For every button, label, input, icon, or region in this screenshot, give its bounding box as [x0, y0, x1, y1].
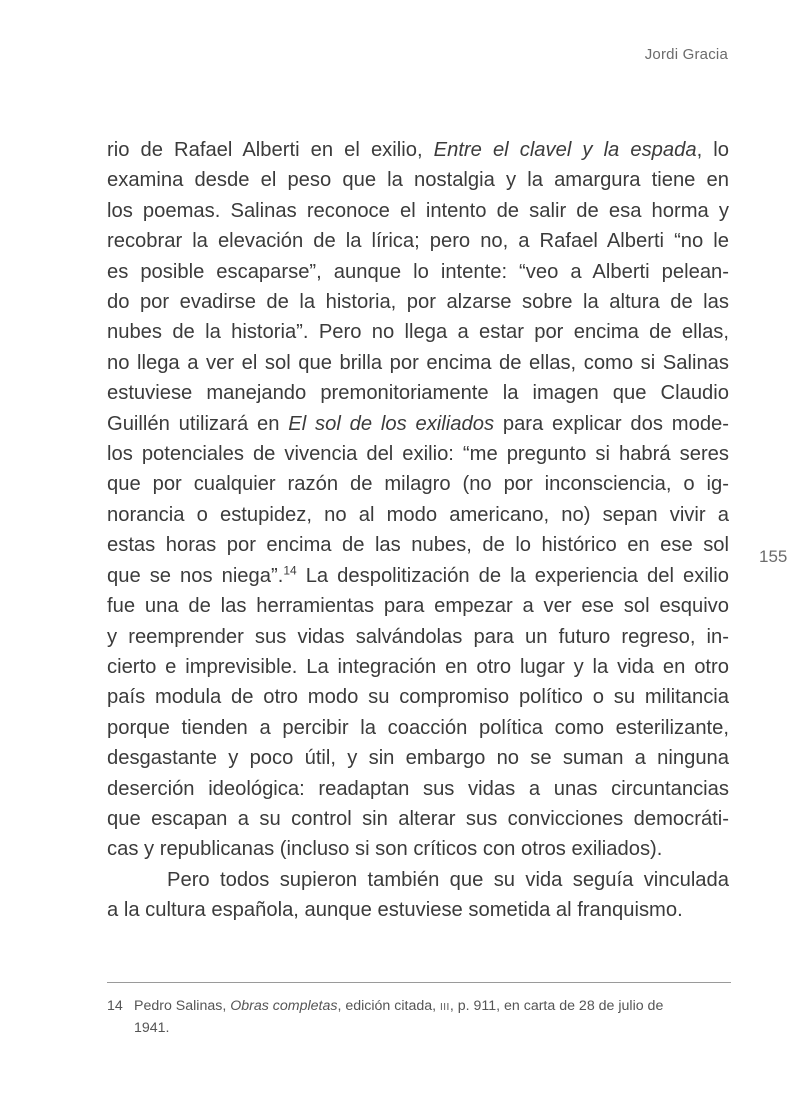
text-line: no llega a ver el sol que brilla por encima de ellas, como si Salinas — [107, 351, 729, 374]
running-head-author: Jordi Gracia — [644, 46, 728, 63]
text-line: que escapan a su control sin alterar sus convicciones democráti- — [107, 807, 729, 830]
text-line: do por evadirse de la historia, por alzarse sobre la altura de las — [107, 291, 729, 314]
page-number: 155 — [759, 547, 788, 566]
text-line: país modula de otro modo su compromiso político o su militancia — [107, 686, 729, 709]
footnote-reference: 14 — [283, 562, 297, 577]
text-line: los poemas. Salinas reconoce el intento de salir de esa horma y — [107, 199, 729, 222]
text-line: Guillén utilizará en El sol de los exiliados para explicar dos mode- — [107, 412, 729, 435]
footnote-number: 14 — [107, 998, 123, 1014]
text-line: que por cualquier razón de milagro (no por inconsciencia, o ig- — [107, 473, 729, 496]
text-line: desgastante y poco útil, y sin embargo no se suman a ninguna — [107, 747, 729, 770]
text-line: y reemprender sus vidas salvándolas para un futuro regreso, in- — [107, 625, 729, 648]
text-line: cas y republicanas (incluso si son críticos con otros exiliados). — [107, 838, 663, 861]
body-text — [107, 135, 729, 926]
book-title: Entre el clavel y la espada — [433, 139, 697, 161]
footnote — [107, 996, 729, 1038]
text-line: cierto e imprevisible. La integración en otro lugar y la vida en otro — [107, 655, 729, 678]
text-line: los potenciales de vivencia del exilio: “me pregunto si habrá seres — [107, 443, 729, 466]
text-line: a la cultura española, aunque estuviese sometida al franquismo. — [107, 899, 683, 922]
text-line: deserción ideológica: readaptan sus vidas a unas circuntancias — [107, 777, 729, 800]
text-line: porque tienden a percibir la coacción política como esterilizante, — [107, 716, 729, 739]
text-line: Pero todos supieron también que su vida seguía vinculada — [167, 868, 729, 891]
text-line: nubes de la historia”. Pero no llega a estar por encima de ellas, — [107, 321, 729, 344]
footnote-divider — [107, 982, 731, 983]
text-line: examina desde el peso que la nostalgia y la amargura tiene en — [107, 169, 729, 192]
book-title: El sol de los exiliados — [288, 412, 495, 435]
footnote-line: 1941. — [134, 1020, 170, 1036]
text-line: fue una de las herramientas para empezar a ver ese sol esquivo — [107, 595, 729, 618]
text-line: estuviese manejando premonitoriamente la imagen que Claudio — [107, 382, 729, 405]
text-line: estas horas por encima de las nubes, de lo histórico en ese sol — [107, 534, 729, 557]
footnote-book-title: Obras completas — [230, 998, 338, 1014]
text-line: rio de Rafael Alberti en el exilio, Entre el clavel y la espada, lo — [107, 139, 729, 161]
footnote-line: 14 Pedro Salinas, Obras completas, edición citada, III, p. 911, en carta de 28 de julio de — [107, 998, 664, 1014]
text-line: recobrar la elevación de la lírica; pero no, a Rafael Alberti “no le — [107, 230, 729, 253]
text-line: es posible escaparse”, aunque lo intente: “veo a Alberti pelean- — [107, 260, 729, 283]
text-line: que se nos niega”.$^{14}$ La despolitización de la experiencia del exilio — [107, 562, 730, 587]
volume-number: III — [440, 1002, 450, 1013]
text-line: norancia o estupidez, no al modo americano, no) sepan vivir a — [107, 503, 729, 526]
